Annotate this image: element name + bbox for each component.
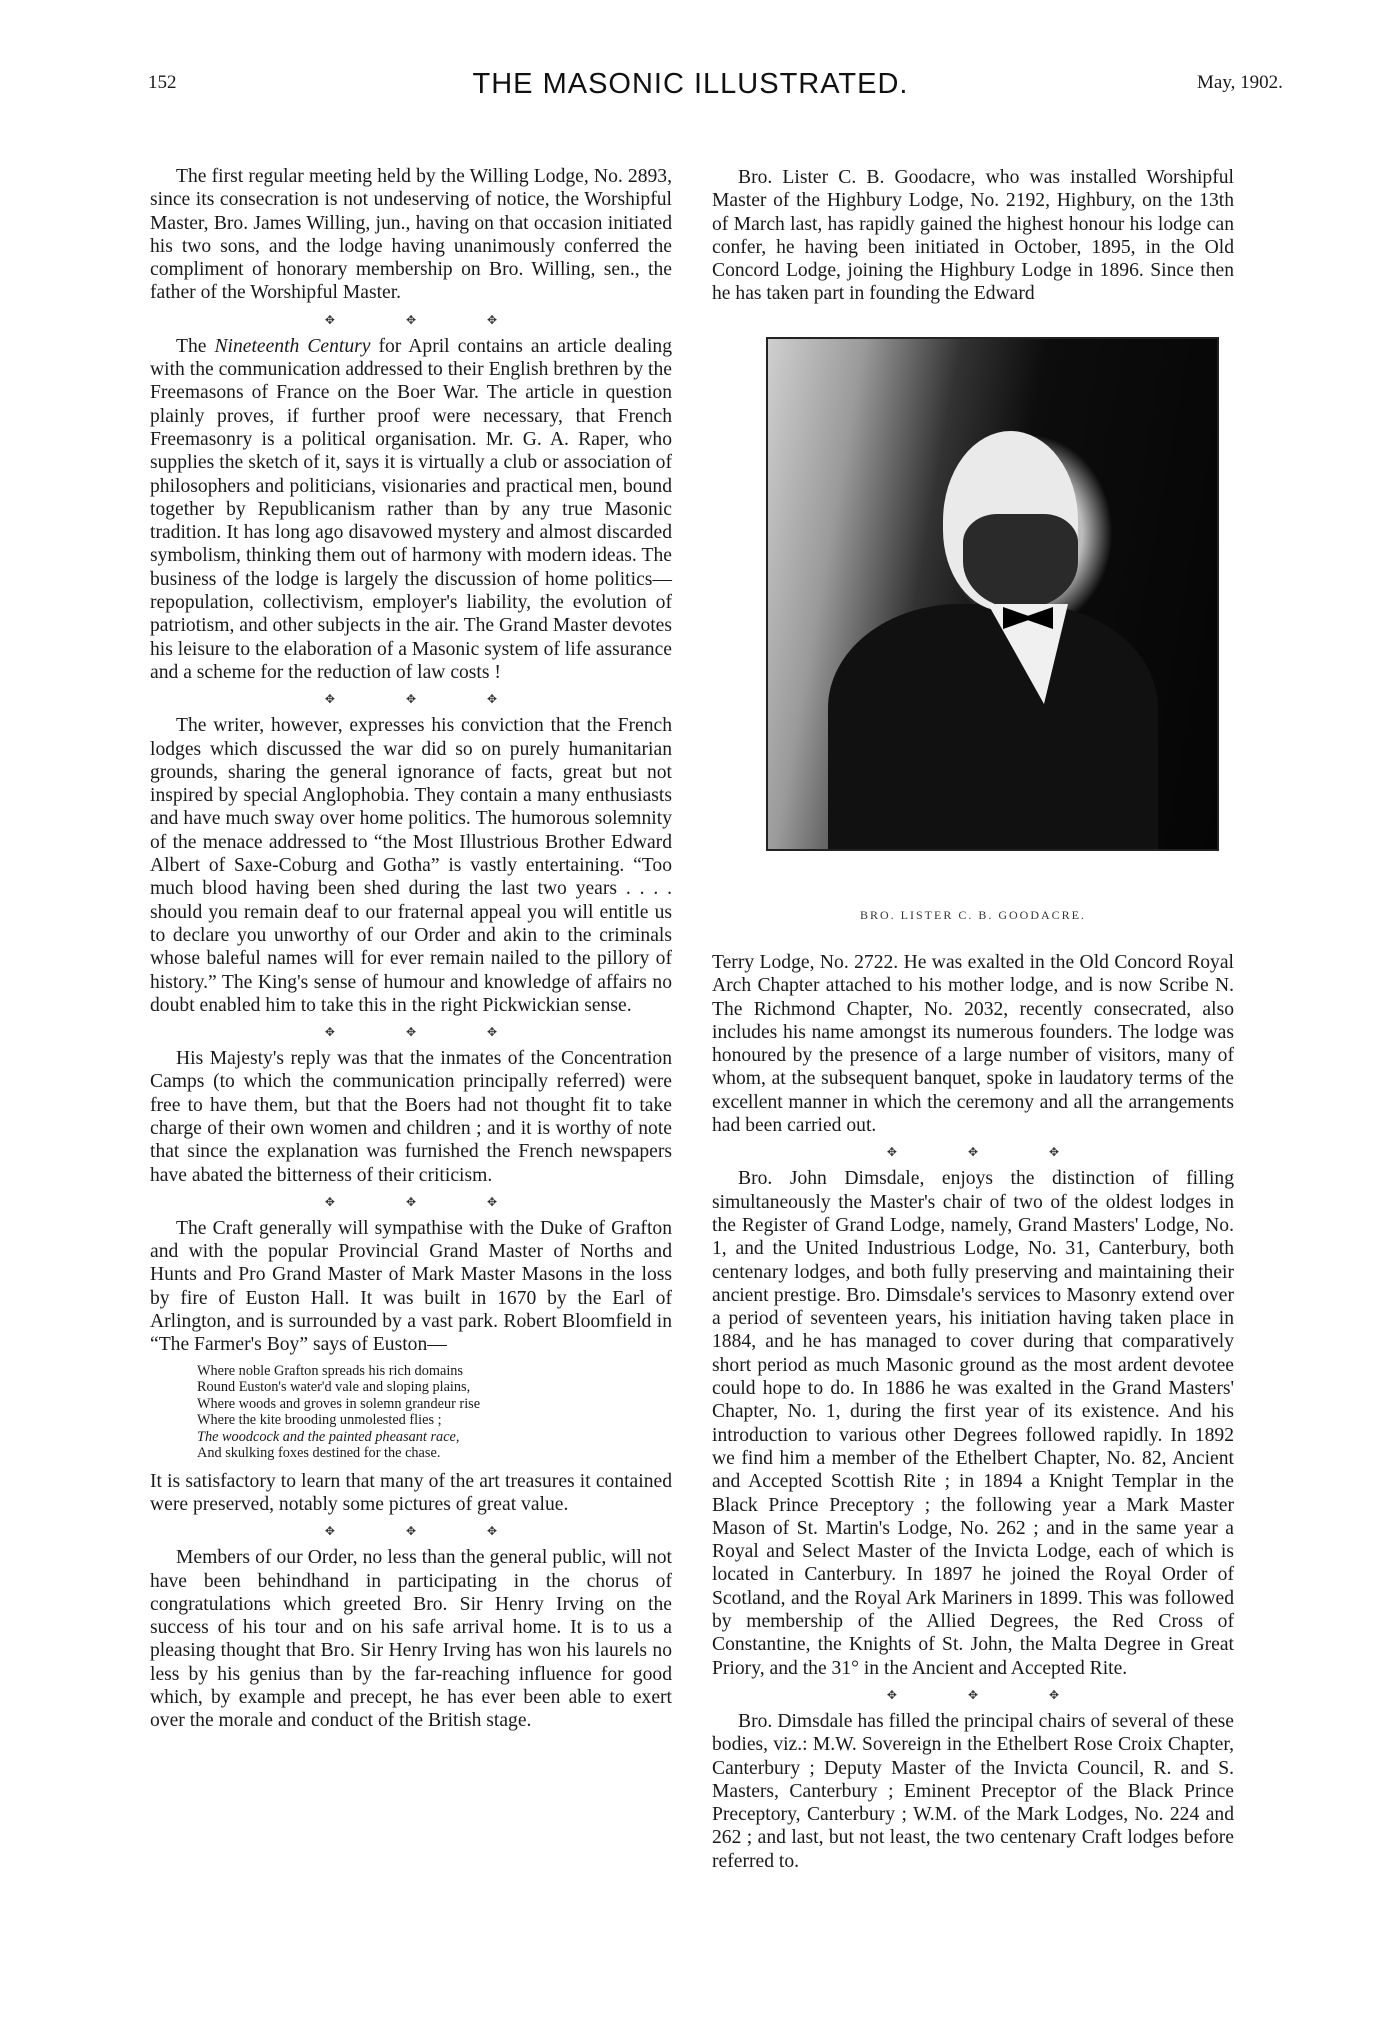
publication-title: THE MASONIC ILLUSTRATED. xyxy=(472,68,909,100)
paragraph-dimsdale: Bro. John Dimsdale, enjoys the distinction of filling simultaneously the Master's chair of two of the oldest lodges in the Register of Grand Lodge, namely, Grand Masters' Lodge, No. 1, and the United Industrious Lodge, No. 31, Canterbury, both centenary lodges, and both fully preserving and maintaining their ancient prestige. Bro. Dimsdale's services to Masonry extend over a period of seventeen years, his initiation having taken place in 1884, and he has managed to cover during that comparatively short period as much Masonic ground as the most ardent devotee could hope to do. In 1886 he was exalted in the Grand Masters' Chapter, No. 1, during the first year of its existence. And his introduction to various other Degrees followed rapidly. In 1892 we find him a member of the Ethelbert Chapter, No. 82, Ancient and Accepted Scottish Rite ; in 1894 a Knight Templar in the Black Prince Preceptory ; the following year a Mark Master Mason of St. Martin's Lodge, No. 262 ; and in the same year a Royal and Select Master of the Invicta Lodge, each of which is located in Canterbury. In 1897 he joined the Royal Order of Scotland, and the Royal Ark Mariners in 1899. This was followed by membership of the Allied Degrees, the Red Cross of Constantine, the Knights of St. John, the Malta Degree in Great Priory, and the 31° in the Ancient and Accepted Rite. xyxy=(712,1168,1234,1679)
paragraph-french-lodges: The writer, however, expresses his conviction that the French lodges which discussed the war did so on purely humanitarian grounds, sharing the general ignorance of facts, great but not inspired by special Anglophobia. They contain a many enthusiasts and have much sway over home politics. The humorous solemnity of the menace addressed to “the Most Illustrious Brother Edward Albert of Saxe-Coburg and Gotha” is vastly entertaining. “Too much blood having been shed during the last two years . . . . should you remain deaf to our fraternal appeal you will entitle us to declare you unworthy of our Order and akin to the criminals whose baleful names will for ever remain nailed to the pillory of history.” The King's sense of humour and knowledge of affairs no doubt enabled him to take this in the right Pickwickian sense. xyxy=(150,715,672,1016)
section-divider-ornament: ✥ ✥ ✥ xyxy=(886,1687,1094,1702)
paragraph-goodacre-intro: Bro. Lister C. B. Goodacre, who was installed Worshipful Master of the Highbury Lodge, No. 2192, Highbury, on the 13th of March last, has rapidly gained the highest honour his lodge can confer, he having been initiated in October, 1895, in the Old Concord Lodge, joining the Highbury Lodge in 1896. Since then he has taken part in founding the Edward xyxy=(712,167,1234,305)
paragraph-art-treasures: It is satisfactory to learn that many of the art treasures it contained were preserved, notably some pictures of great value. xyxy=(150,1470,672,1515)
section-divider-ornament: ✥ ✥ ✥ xyxy=(324,312,532,327)
paragraph-goodacre-continued: Terry Lodge, No. 2722. He was exalted in the Old Concord Royal Arch Chapter attached to his mother lodge, and is now Scribe N. The Richmond Chapter, No. 2032, recently consecrated, also includes his name amongst its numerous founders. The lodge was honoured by the presence of a large number of visitors, many of whom, at the subsequent banquet, spoke in laudatory terms of the excellent manner in which the ceremony and all the arrangements had been carried out. xyxy=(712,952,1234,1137)
paragraph-majesty-reply: His Majesty's reply was that the inmates of the Concentration Camps (to which the communication principally referred) were free to have them, but that the Boers had not thought fit to take charge of their own women and children ; and it is worthy of note that since the explanation was furnished the French newspapers have abated the bitterness of their criticism. xyxy=(150,1048,672,1186)
poem-line: And skulking foxes destined for the chase. xyxy=(197,1445,441,1462)
portrait-beard xyxy=(963,514,1078,609)
issue-date: May, 1902. xyxy=(1197,72,1283,93)
paragraph-willing-lodge: The first regular meeting held by the Willing Lodge, No. 2893, since its consecration is not undeserving of notice, the Worshipful Master, Bro. James Willing, jun., having on that occasion initiated his two sons, and the lodge having unanimously conferred the compliment of honorary membership on Bro. Willing, sen., the father of the Worshipful Master. xyxy=(150,166,672,304)
poem-line: The woodcock and the painted pheasant race, xyxy=(197,1428,460,1445)
portrait-caption: BRO. LISTER C. B. GOODACRE. xyxy=(859,908,1086,922)
portrait-body xyxy=(828,604,1158,851)
paragraph-nineteenth-century: The Nineteenth Century for April contains an article dealing with the communication addressed to their English brethren by the Freemasons of France on the Boer War. The article in question plainly proves, if further proof were necessary, that French Freemasonry is a political organisation. Mr. G. A. Raper, who supplies the sketch of it, says it is virtually a club or association of philosophers and politicians, visionaries and practical men, bound together by Republicanism rather than by any true Masonic tradition. It has long ago disavowed mystery and almost discarded symbolism, thinking them out of harmony with modern ideas. The business of the lodge is largely the discussion of home politics—repopulation, collectivism, employer's liability, the evolution of patriotism, and other subjects in the air. The Grand Master devotes his leisure to the elaboration of a Masonic system of life assurance and a scheme for the reduction of law costs ! xyxy=(150,335,673,683)
portrait-photograph xyxy=(766,337,1219,851)
poem-quotation xyxy=(197,1363,672,1462)
page-number: 152 xyxy=(148,72,177,93)
poem-line: Where woods and groves in solemn grandeur rise xyxy=(197,1395,481,1412)
page-header xyxy=(0,68,1381,104)
section-divider-ornament: ✥ ✥ ✥ xyxy=(324,692,532,707)
section-divider-ornament: ✥ ✥ ✥ xyxy=(324,1194,532,1209)
poem-line: Where noble Grafton spreads his rich domains xyxy=(197,1362,464,1379)
publication-name: Nineteenth Century xyxy=(214,335,371,357)
poem-line: Round Euston's water'd vale and sloping plains, xyxy=(197,1379,471,1396)
section-divider-ornament: ✥ ✥ ✥ xyxy=(886,1145,1094,1160)
section-divider-ornament: ✥ ✥ ✥ xyxy=(324,1524,532,1539)
poem-line: Where the kite brooding unmolested flies ; xyxy=(197,1412,442,1429)
section-divider-ornament: ✥ ✥ ✥ xyxy=(324,1025,532,1040)
paragraph-dimsdale-chairs: Bro. Dimsdale has filled the principal chairs of several of these bodies, viz.: M.W. Sovereign in the Ethelbert Rose Croix Chapter, Canterbury ; Deputy Master of the Invicta Council, R. and S. Masters, Canterbury ; Eminent Preceptor of the Black Prince Preceptory, Canterbury ; W.M. of the Mark Lodges, No. 224 and 262 ; and last, but not least, the two centenary Craft lodges before referred to. xyxy=(712,1710,1234,1872)
right-column-top xyxy=(712,166,1234,306)
left-column xyxy=(150,165,672,1733)
right-column xyxy=(712,951,1234,1873)
paragraph-euston-hall: The Craft generally will sympathise with the Duke of Grafton and with the popular Provincial Grand Master of Norths and Hunts and Pro Grand Master of Mark Master Masons in the loss by fire of Euston Hall. It was built in 1670 by the Earl of Arlington, and is surrounded by a vast park. Robert Bloomfield in “The Farmer's Boy” says of Euston— xyxy=(150,1217,672,1356)
paragraph-henry-irving: Members of our Order, no less than the general public, will not have been behindhand in participating in the chorus of congratulations which greeted Bro. Sir Henry Irving on the success of his tour and on his safe arrival home. It is to us a pleasing thought that Bro. Sir Henry Irving has won his laurels no less by his genius than by the far-reaching influence for good which, by example and precept, he has ever been able to exert over the morale and conduct of the British stage. xyxy=(150,1547,672,1732)
